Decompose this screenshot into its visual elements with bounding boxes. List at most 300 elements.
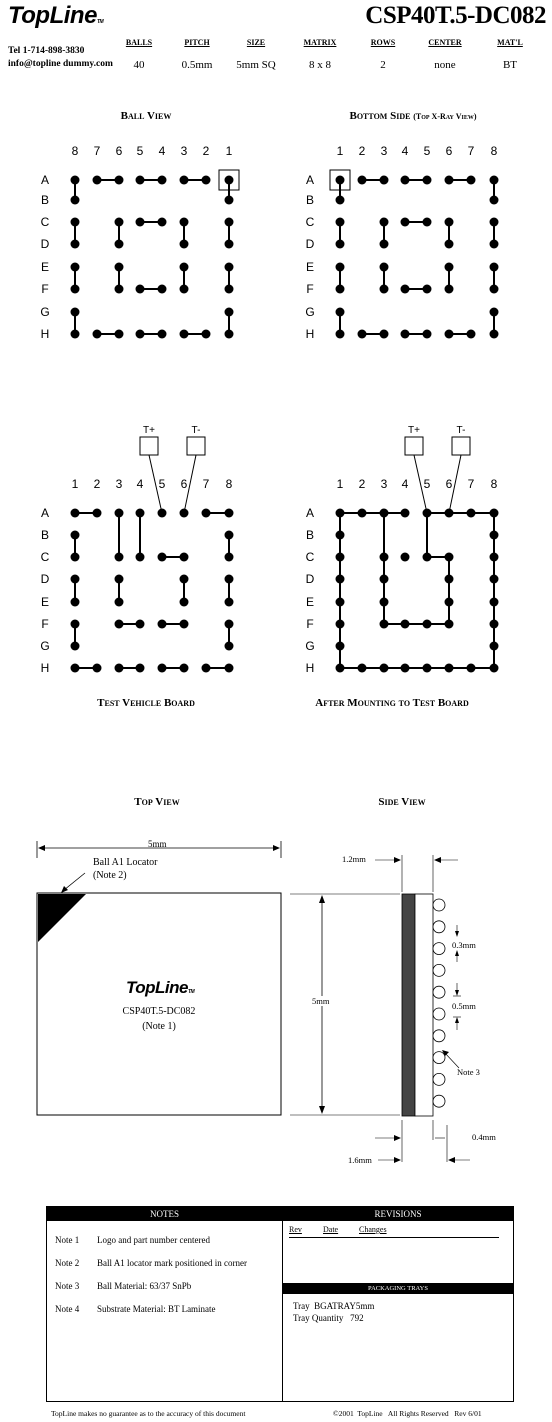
solder-ball	[467, 664, 476, 673]
solder-ball	[180, 620, 189, 629]
column-label: 5	[423, 477, 431, 491]
solder-ball	[490, 240, 499, 249]
solder-ball	[380, 553, 389, 562]
solder-ball	[401, 330, 410, 339]
row-label: F	[41, 617, 49, 631]
footer-disclaimer: TopLine makes no guarantee as to the accuracy of this document	[51, 1409, 246, 1418]
column-label: 6	[180, 477, 188, 491]
solder-ball	[358, 664, 367, 673]
revisions-columns	[289, 1225, 499, 1238]
solder-ball	[445, 620, 454, 629]
solder-ball	[115, 620, 124, 629]
note-item: Note 2 Ball A1 locator mark positioned in corner	[55, 1258, 247, 1268]
solder-ball	[136, 664, 145, 673]
row-label: G	[40, 305, 50, 319]
row-label: B	[305, 193, 315, 207]
solder-ball	[336, 620, 345, 629]
side-dim-5mm: 5mm	[312, 996, 330, 1006]
topline-logo: TopLineTM	[8, 2, 104, 29]
t-minus-label: T-	[191, 425, 201, 436]
solder-ball	[358, 176, 367, 185]
solder-ball	[336, 176, 345, 185]
bottom-side-label: Bottom Side	[349, 110, 411, 122]
solder-ball	[225, 509, 234, 518]
column-label: 7	[202, 477, 210, 491]
solder-ball	[380, 598, 389, 607]
ball-grid	[40, 144, 239, 341]
solder-ball	[336, 598, 345, 607]
solder-ball	[180, 240, 189, 249]
solder-ball	[136, 620, 145, 629]
solder-ball	[380, 620, 389, 629]
solder-ball	[115, 598, 124, 607]
solder-ball	[336, 509, 345, 518]
solder-ball	[180, 575, 189, 584]
side-view-package	[290, 855, 470, 1163]
note-item: Note 1 Logo and part number centered	[55, 1235, 210, 1245]
solder-ball	[115, 218, 124, 227]
ball-grid	[305, 144, 498, 341]
solder-ball	[225, 531, 234, 540]
ball-a1-locator-label: Ball A1 Locator	[93, 857, 158, 868]
solder-ball	[225, 575, 234, 584]
solder-ball	[380, 176, 389, 185]
notes-section	[47, 1207, 283, 1401]
solder-ball	[490, 176, 499, 185]
row-label: B	[40, 528, 50, 542]
spec-value-matl: BT	[502, 59, 518, 71]
column-label: 6	[445, 477, 453, 491]
row-label: F	[306, 617, 314, 631]
solder-ball	[380, 330, 389, 339]
row-label: H	[40, 327, 50, 341]
solder-ball	[225, 598, 234, 607]
solder-ball	[115, 263, 124, 272]
package-logo: TopLineTM	[126, 978, 195, 997]
spec-label-matrix: MATRIX	[303, 38, 337, 47]
solder-ball	[71, 664, 80, 673]
solder-ball	[71, 176, 80, 185]
solder-ball	[336, 240, 345, 249]
solder-ball	[445, 176, 454, 185]
solder-ball	[336, 308, 345, 317]
t-plus-label: T+	[143, 425, 155, 436]
solder-ball	[336, 575, 345, 584]
side-solder-ball	[433, 986, 445, 998]
rev-col: Rev	[289, 1225, 302, 1234]
column-label: 1	[71, 477, 79, 491]
solder-ball	[490, 263, 499, 272]
solder-ball	[423, 176, 432, 185]
solder-ball	[490, 575, 499, 584]
ball-grid-diagrams	[40, 144, 498, 675]
solder-ball	[401, 553, 410, 562]
date-col: Date	[323, 1225, 339, 1234]
solder-ball	[115, 575, 124, 584]
spec-value-size: 5mm SQ	[236, 59, 276, 71]
row-label: C	[40, 215, 50, 229]
packaging-header: PACKAGING TRAYS	[283, 1283, 513, 1294]
column-label: 2	[202, 144, 210, 158]
solder-ball	[225, 620, 234, 629]
solder-ball	[380, 263, 389, 272]
solder-ball	[336, 330, 345, 339]
solder-ball	[180, 330, 189, 339]
column-label: 2	[358, 144, 366, 158]
column-label: 4	[158, 144, 166, 158]
packaging-tray: Tray BGATRAY5mm	[293, 1301, 375, 1311]
solder-ball	[93, 176, 102, 185]
solder-ball	[336, 553, 345, 562]
package-part-number: CSP40T.5-DC082	[122, 1006, 196, 1017]
t-minus-label: T-	[456, 425, 466, 436]
top-view-title: Top View	[134, 796, 180, 808]
side-solder-ball	[433, 1030, 445, 1042]
column-label: 2	[93, 477, 101, 491]
solder-ball	[71, 308, 80, 317]
solder-ball	[401, 509, 410, 518]
spec-value-pitch: 0.5mm	[181, 59, 213, 71]
note-item: Note 4 Substrate Material: BT Laminate	[55, 1304, 216, 1314]
solder-ball	[202, 664, 211, 673]
solder-ball	[445, 575, 454, 584]
solder-ball	[115, 509, 124, 518]
spec-label-pitch: PITCH	[184, 38, 210, 47]
row-label: E	[305, 595, 315, 609]
row-label: E	[305, 260, 315, 274]
solder-ball	[71, 285, 80, 294]
solder-ball	[225, 308, 234, 317]
row-label: G	[305, 305, 315, 319]
column-label: 8	[490, 144, 498, 158]
spec-label-size: SIZE	[246, 38, 266, 47]
solder-ball	[225, 196, 234, 205]
solder-ball	[202, 509, 211, 518]
row-label: H	[305, 661, 315, 675]
solder-ball	[71, 240, 80, 249]
solder-ball	[93, 664, 102, 673]
side-dim-0-5mm: 0.5mm	[452, 1001, 476, 1011]
solder-ball	[180, 664, 189, 673]
solder-ball	[158, 330, 167, 339]
solder-ball	[423, 285, 432, 294]
solder-ball	[358, 509, 367, 518]
solder-ball	[336, 218, 345, 227]
solder-ball	[380, 575, 389, 584]
row-label: F	[306, 282, 314, 296]
solder-ball	[467, 176, 476, 185]
column-label: 4	[401, 477, 409, 491]
solder-ball	[225, 240, 234, 249]
solder-ball	[445, 285, 454, 294]
solder-ball	[401, 664, 410, 673]
column-label: 4	[401, 144, 409, 158]
side-solder-ball	[433, 1052, 445, 1064]
solder-ball	[490, 553, 499, 562]
row-label: G	[40, 639, 50, 653]
column-label: 7	[467, 477, 475, 491]
column-label: 4	[136, 477, 144, 491]
test-pad-plus	[405, 437, 423, 455]
solder-ball	[93, 509, 102, 518]
row-label: D	[40, 572, 50, 586]
solder-ball	[490, 330, 499, 339]
solder-ball	[490, 531, 499, 540]
spec-value-center: none	[434, 59, 456, 71]
side-solder-ball	[433, 943, 445, 955]
solder-ball	[225, 218, 234, 227]
side-solder-ball	[433, 1073, 445, 1085]
column-label: 7	[93, 144, 101, 158]
side-solder-ball	[433, 1095, 445, 1107]
row-label: H	[305, 327, 315, 341]
footer-copyright: ©2001 TopLine All Rights Reserved Rev 6/01	[333, 1409, 482, 1418]
solder-ball	[225, 176, 234, 185]
solder-ball	[336, 263, 345, 272]
solder-ball	[380, 664, 389, 673]
solder-ball	[225, 330, 234, 339]
solder-ball	[445, 664, 454, 673]
column-label: 1	[225, 144, 233, 158]
contact-tel: Tel 1-714-898-3830	[8, 46, 85, 56]
solder-ball	[380, 240, 389, 249]
solder-ball	[445, 240, 454, 249]
column-label: 3	[380, 477, 388, 491]
solder-ball	[115, 240, 124, 249]
side-dim-1-6mm: 1.6mm	[348, 1155, 372, 1165]
column-label: 5	[158, 477, 166, 491]
row-label: A	[40, 506, 50, 520]
test-pad-minus	[187, 437, 205, 455]
solder-ball	[71, 531, 80, 540]
solder-ball	[490, 218, 499, 227]
solder-ball	[71, 330, 80, 339]
side-solder-ball	[433, 899, 445, 911]
row-label: H	[40, 661, 50, 675]
row-label: C	[305, 550, 315, 564]
solder-ball	[401, 620, 410, 629]
column-label: 5	[423, 144, 431, 158]
solder-ball	[71, 218, 80, 227]
spec-label-rows: ROWS	[370, 38, 396, 47]
solder-ball	[158, 553, 167, 562]
solder-ball	[115, 285, 124, 294]
solder-ball	[445, 553, 454, 562]
ball-view-title: Ball View	[120, 110, 172, 122]
column-label: 6	[115, 144, 123, 158]
solder-ball	[423, 218, 432, 227]
spec-value-balls: 40	[133, 59, 145, 71]
test-pad-minus	[452, 437, 470, 455]
solder-ball	[490, 308, 499, 317]
solder-ball	[158, 176, 167, 185]
solder-ball	[336, 664, 345, 673]
solder-ball	[71, 575, 80, 584]
solder-ball	[180, 598, 189, 607]
solder-ball	[158, 620, 167, 629]
notes-revisions-panel	[46, 1206, 514, 1402]
t-plus-label: T+	[408, 425, 420, 436]
solder-ball	[380, 509, 389, 518]
revisions-header: REVISIONS	[283, 1207, 513, 1221]
solder-ball	[380, 218, 389, 227]
row-label: D	[305, 572, 315, 586]
solder-ball	[136, 553, 145, 562]
solder-ball	[93, 330, 102, 339]
solder-ball	[225, 263, 234, 272]
solder-ball	[490, 620, 499, 629]
row-label: E	[40, 260, 50, 274]
solder-ball	[180, 176, 189, 185]
solder-ball	[71, 196, 80, 205]
solder-ball	[225, 553, 234, 562]
solder-ball	[180, 285, 189, 294]
solder-ball	[336, 642, 345, 651]
solder-ball	[115, 664, 124, 673]
solder-ball	[490, 285, 499, 294]
solder-ball	[423, 620, 432, 629]
solder-ball	[490, 598, 499, 607]
solder-ball	[158, 285, 167, 294]
row-label: E	[40, 595, 50, 609]
solder-ball	[401, 176, 410, 185]
solder-ball	[490, 509, 499, 518]
row-label: G	[305, 639, 315, 653]
solder-ball	[158, 664, 167, 673]
column-label: 3	[380, 144, 388, 158]
solder-ball	[71, 553, 80, 562]
side-dim-0-4mm: 0.4mm	[472, 1132, 496, 1142]
solder-ball	[158, 218, 167, 227]
spec-label-balls: BALLS	[125, 38, 153, 47]
notes-header: NOTES	[47, 1207, 282, 1221]
test-vehicle-title: Test Vehicle Board	[97, 697, 195, 709]
spec-label-center: CENTER	[428, 38, 462, 47]
column-label: 1	[336, 144, 344, 158]
solder-ball	[358, 330, 367, 339]
solder-ball	[202, 330, 211, 339]
side-view-title: Side View	[378, 796, 426, 808]
part-number-title: CSP40T.5-DC082	[365, 2, 546, 29]
side-solder-ball	[433, 921, 445, 933]
solder-ball	[490, 664, 499, 673]
column-label: 2	[358, 477, 366, 491]
column-label: 8	[490, 477, 498, 491]
solder-ball	[115, 176, 124, 185]
solder-ball	[225, 642, 234, 651]
solder-ball	[71, 598, 80, 607]
solder-ball	[423, 509, 432, 518]
row-label: C	[305, 215, 315, 229]
solder-ball	[158, 509, 167, 518]
solder-ball	[202, 176, 211, 185]
solder-ball	[180, 263, 189, 272]
spec-value-rows: 2	[380, 59, 386, 71]
solder-ball	[180, 509, 189, 518]
solder-ball	[336, 531, 345, 540]
solder-ball	[445, 218, 454, 227]
ball-grid	[305, 425, 498, 675]
solder-ball	[180, 553, 189, 562]
row-label: C	[40, 550, 50, 564]
solder-ball	[336, 196, 345, 205]
row-label: A	[305, 506, 315, 520]
solder-ball	[401, 218, 410, 227]
solder-ball	[136, 218, 145, 227]
side-solder-ball	[433, 1008, 445, 1020]
solder-ball	[423, 330, 432, 339]
after-mounting-title: After Mounting to Test Board	[315, 697, 469, 709]
changes-col: Changes	[359, 1225, 387, 1234]
spec-label-matl: MAT'L	[497, 38, 523, 47]
row-label: A	[40, 173, 50, 187]
column-label: 8	[225, 477, 233, 491]
revisions-section	[283, 1207, 513, 1401]
bottom-side-note: (Top X-Ray View)	[413, 112, 477, 121]
solder-ball	[423, 553, 432, 562]
row-label: D	[40, 237, 50, 251]
column-label: 5	[136, 144, 144, 158]
solder-ball	[490, 642, 499, 651]
row-label: B	[305, 528, 315, 542]
solder-ball	[445, 509, 454, 518]
solder-ball	[380, 285, 389, 294]
solder-ball	[225, 664, 234, 673]
contact-email: info@topline dummy.com	[8, 59, 113, 69]
column-label: 8	[71, 144, 79, 158]
solder-ball	[71, 620, 80, 629]
solder-ball	[71, 509, 80, 518]
solder-ball	[467, 330, 476, 339]
spec-value-matrix: 8 x 8	[309, 59, 331, 71]
column-label: 3	[115, 477, 123, 491]
side-solder-ball	[433, 964, 445, 976]
solder-ball	[467, 509, 476, 518]
solder-ball	[490, 196, 499, 205]
test-pad-plus	[140, 437, 158, 455]
solder-ball	[180, 218, 189, 227]
solder-ball	[225, 285, 234, 294]
column-label: 1	[336, 477, 344, 491]
solder-ball	[136, 285, 145, 294]
solder-ball	[445, 330, 454, 339]
row-label: F	[41, 282, 49, 296]
solder-ball	[401, 285, 410, 294]
side-note-3: Note 3	[457, 1067, 480, 1077]
solder-ball	[136, 330, 145, 339]
ball-a1-locator-note: (Note 2)	[93, 870, 127, 881]
solder-ball	[445, 263, 454, 272]
side-dim-0-3mm: 0.3mm	[452, 940, 476, 950]
packaging-quantity: Tray Quantity 792	[293, 1313, 364, 1323]
solder-ball	[423, 664, 432, 673]
row-label: D	[305, 237, 315, 251]
top-view-width-dim: 5mm	[148, 839, 167, 849]
note-item: Note 3 Ball Material: 63/37 SnPb	[55, 1281, 192, 1291]
package-note-1: (Note 1)	[142, 1021, 176, 1032]
solder-ball	[136, 509, 145, 518]
column-label: 7	[467, 144, 475, 158]
solder-ball	[136, 176, 145, 185]
solder-ball	[115, 553, 124, 562]
solder-ball	[71, 263, 80, 272]
row-label: A	[305, 173, 315, 187]
solder-ball	[445, 598, 454, 607]
solder-ball	[71, 642, 80, 651]
row-label: B	[40, 193, 50, 207]
ball-grid	[40, 425, 233, 675]
side-dim-1-2mm: 1.2mm	[342, 854, 366, 864]
